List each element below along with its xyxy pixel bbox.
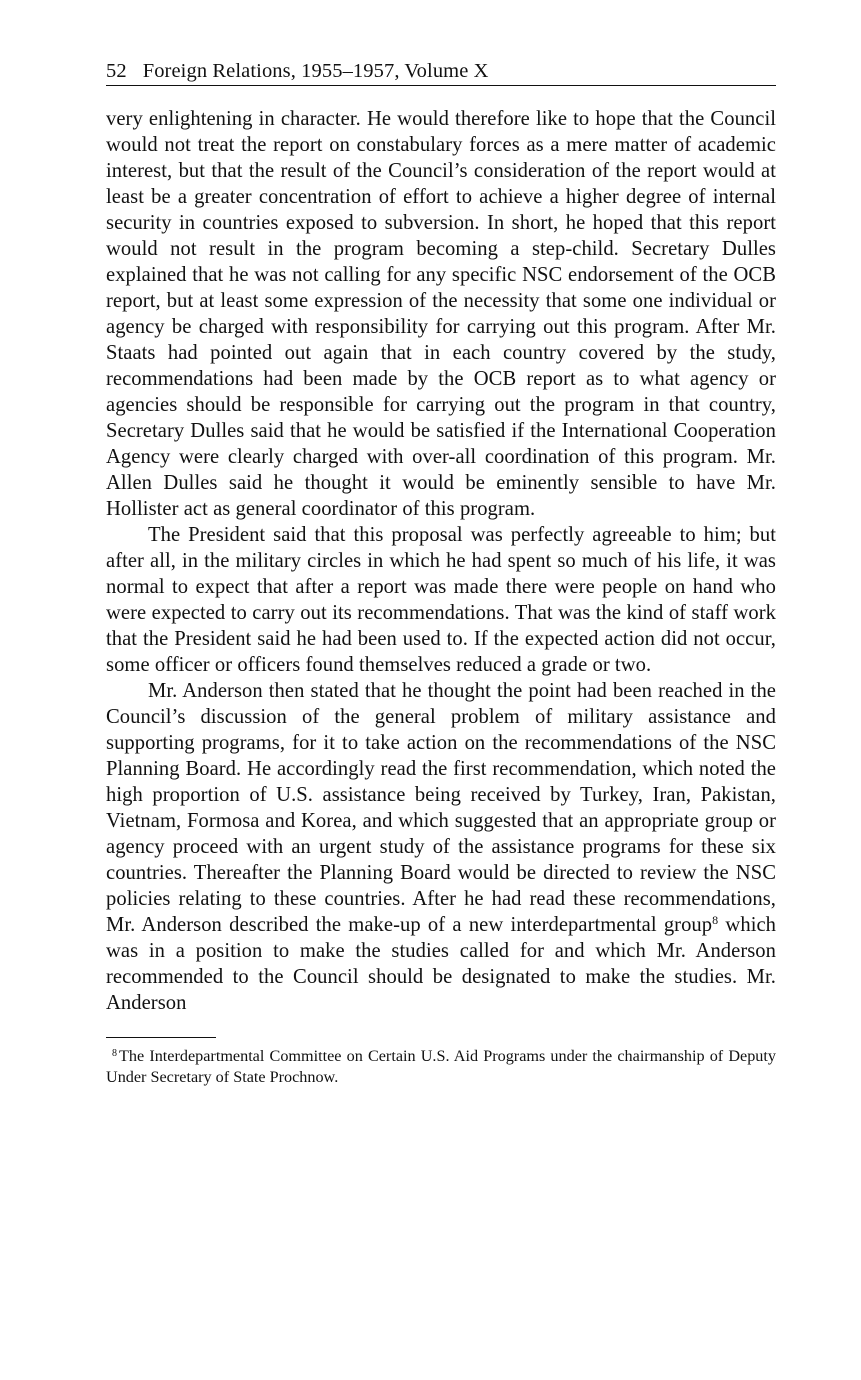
paragraph-3-text-end: which was in a position to make the studies called for and which Mr. Anderson recommended to the Council should be designated to make the studies. Mr. Anderson xyxy=(106,914,776,1014)
running-head xyxy=(106,58,776,86)
footnote xyxy=(106,1046,776,1088)
footnote-text: The Interdepartmental Committee on Certain U.S. Aid Programs under the chairmanship of Deputy Under Secretary of State Prochnow. xyxy=(106,1047,776,1086)
footnote-reference[interactable]: 8 xyxy=(712,913,719,927)
volume-title: Foreign Relations, 1955–1957, Volume X xyxy=(142,60,489,82)
page-number: 52 xyxy=(106,60,127,82)
document-page xyxy=(106,58,776,1088)
footnote-divider xyxy=(106,1037,216,1038)
body-text xyxy=(106,106,776,1016)
paragraph-3 xyxy=(106,678,776,1016)
footnote-number: 8 xyxy=(112,1048,117,1059)
paragraph-1: very enlightening in character. He would therefore like to hope that the Council would not treat the report on constabulary forces as a mere matter of academic interest, but that the result of the Council’s consideration of the report would at least be a greater concentration of effort to achieve a higher degree of internal security in countries exposed to subversion. In short, he hoped that this report would not result in the program becoming a step-child. Secretary Dulles explained that he was not calling for any specific NSC endorsement of the OCB report, but at least some expression of the necessity that some one individual or agency be charged with responsibility for carrying out this program. After Mr. Staats had pointed out again that in each country covered by the study, recommendations had been made by the OCB report as to what agency or agencies should be responsible for carrying out the program in that country, Secretary Dulles said that he would be satisfied if the International Cooperation Agency were clearly charged with over-all coordination of this program. Mr. Allen Dulles said he thought it would be eminently sensible to have Mr. Hollister act as general coordinator of this program. xyxy=(106,108,776,520)
paragraph-2: The President said that this proposal was perfectly agreeable to him; but after all, in the military circles in which he had spent so much of his life, it was normal to expect that after a report was made there were people on hand who were expected to carry out its recommendations. That was the kind of staff work that the President said he had been used to. If the expected action did not occur, some officer or officers found themselves reduced a grade or two. xyxy=(106,524,776,676)
paragraph-3-text-start: Mr. Anderson then stated that he thought the point had been reached in the Council’s discussion of the general problem of military assistance and supporting programs, for it to take action on the recommendations of the NSC Planning Board. He accordingly read the first recommendation, which noted the high proportion of U.S. assistance being received by Turkey, Iran, Pakistan, Vietnam, Formosa and Korea, and which suggested that an appropriate group or agency proceed with an urgent study of the assistance programs for these six countries. Thereafter the Planning Board would be directed to review the NSC policies relating to these countries. After he had read these recommendations, Mr. Anderson described the make-up of a new interdepartmental group xyxy=(106,680,776,936)
